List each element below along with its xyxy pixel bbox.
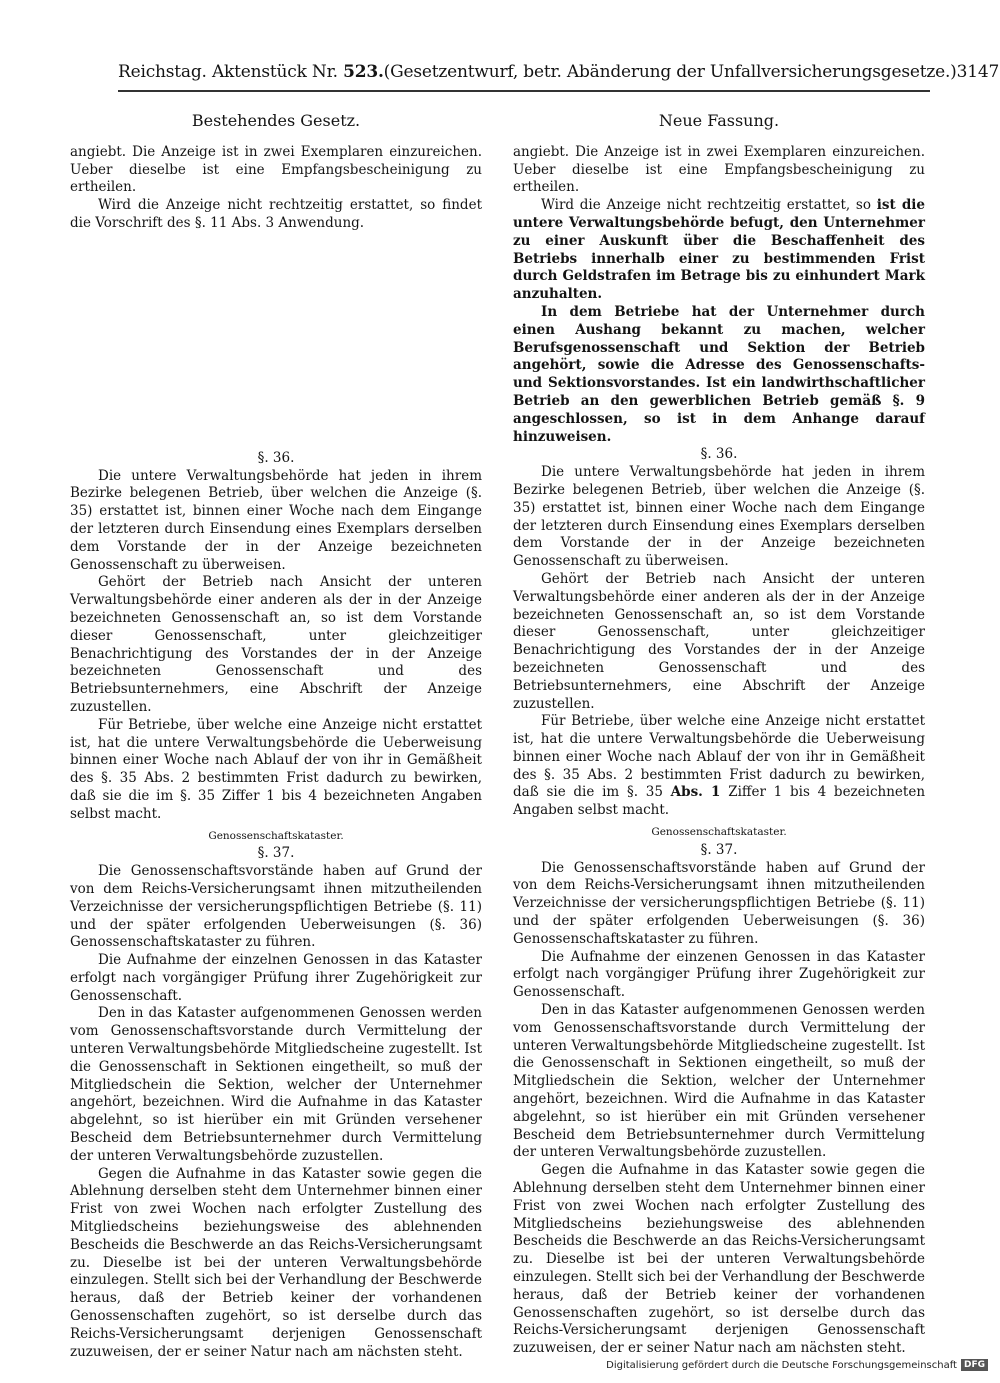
page-number: 3147 <box>956 62 1000 82</box>
paragraph: Den in das Kataster aufgenommenen Genossen werden vom Genossenschaftsvorstande durch Vermittelung der unteren Verwaltungsbehörde Mitgliedscheine zugestellt. Ist die Genossenschaft in Sektionen eingetheilt, so muß der Mitgliedschein die Sektion, welcher der Unternehmer angehört, bezeichnen. Wird die Aufnahme in das Kataster abgelehnt, so ist hierüber ein mit Gründen versehener Bescheid dem Betriebsunternehmer durch Vermittelung der unteren Verwaltungsbehörde zuzustellen. <box>70 1005 482 1164</box>
footer <box>600 1359 988 1371</box>
bold-text-run: ist die untere Verwaltungsbehörde befugt, den Unternehmer zu einer Auskunft über die Beschaffenheit des Betriebs innerhalb einer zu bestimmenden Frist durch Geldstrafen im Betrage bis zu einhundert Mark anzuhalten. <box>513 197 925 303</box>
header-left <box>118 62 384 82</box>
text-run: Wird die Anzeige nicht rechtzeitig erstattet, so <box>541 197 871 214</box>
paragraph: Die untere Verwaltungsbehörde hat jeden in ihrem Bezirke belegenen Betrieb, über welchen die Anzeige (§. 35) erstattet ist, binnen einer Woche nach dem Eingange der letzteren durch Einsendung eines Exemplars derselben dem Vorstande der in der Anzeige bezeichneten Genossenschaft zu überweisen. <box>513 464 925 570</box>
header-rule <box>118 90 930 92</box>
column-title-left: Bestehendes Gesetz. <box>191 111 361 130</box>
text-run: Für Betriebe, über welche eine Anzeige nicht erstattet ist, hat die untere Verwaltungsbehörde die Ueberweisung binnen einer Woche nach Ablauf der von ihr in Gemäßheit des §. 35 Abs. 2 bestimmten Frist dadurch zu bewirken, daß sie die im §. 35 <box>513 713 925 801</box>
header-title: Reichstag. Aktenstück Nr. <box>118 62 338 82</box>
subheading: Genossenschaftskataster. <box>208 829 344 842</box>
paragraph: Die Aufnahme der einzenen Genossen in das Kataster erfolgt nach vorgängiger Prüfung ihrer Zugehörigkeit zur Genossenschaft. <box>513 948 925 1001</box>
dfg-logo-icon: DFG <box>961 1359 988 1371</box>
paragraph: angiebt. Die Anzeige ist in zwei Exemplaren einzureichen. Ueber dieselbe ist eine Empfangsbescheinigung zu ertheilen. <box>70 143 482 196</box>
bold-paragraph: In dem Betriebe hat der Unternehmer durch einen Aushang bekannt zu machen, welcher Berufsgenossenschaft und Sektion der Betrieb angehört, sowie die Adresse des Genossenschafts- und Sektionsvorstandes. Ist ein landwirthschaftlicher Betrieb an den gewerblichen Betrieb gemäß §. 9 angeschlossen, so ist in dem Anhange darauf hinzuweisen. <box>513 303 925 445</box>
blank-space <box>70 233 482 450</box>
header-subject: (Gesetzentwurf, betr. Abänderung der Unfallversicherungsgesetze.) <box>383 62 957 82</box>
section-heading-36: §. 36. <box>700 446 738 463</box>
bold-text-run: Abs. 1 <box>670 784 721 801</box>
text-run: Ziffer 1 bis 4 bezeichneten Angaben selbst macht. <box>513 784 926 819</box>
column-title-right: Neue Fassung. <box>658 111 780 130</box>
footer-text: Digitalisierung gefördert durch die Deutsche Forschungsgemeinschaft <box>606 1359 957 1371</box>
paragraph: Gegen die Aufnahme in das Kataster sowie gegen die Ablehnung derselben steht dem Unternehmer binnen einer Frist von zwei Wochen nach erfolgter Zustellung des Mitgliedscheins beziehungsweise des ablehnenden Bescheids die Beschwerde an das Reichs-Versicherungsamt zu. Dieselbe ist bei der unteren Verwaltungsbehörde einzulegen. Stellt sich bei der Verhandlung der Beschwerde heraus, daß der Betrieb keiner der vorhandenen Genossenschaften zugehört, so ist derselbe durch das Reichs-Versicherungsamt derjenigen Genossenschaft zuzuweisen, der er seiner Natur nach am nächsten steht. <box>70 1165 482 1360</box>
section-heading-37: §. 37. <box>257 845 295 862</box>
paragraph <box>513 197 925 304</box>
paragraph: Gegen die Aufnahme in das Kataster sowie gegen die Ablehnung derselben steht dem Unternehmer binnen einer Frist von zwei Wochen nach erfolgter Zustellung des Mitgliedscheins beziehungsweise des ablehnenden Bescheids die Beschwerde an das Reichs-Versicherungsamt zu. Dieselbe ist bei der unteren Verwaltungsbehörde einzulegen. Stellt sich bei der Verhandlung der Beschwerde heraus, daß der Betrieb keiner der vorhandenen Genossenschaften zugehört, so ist derselbe durch das Reichs-Versicherungsamt derjenigen Genossenschaft zuzuweisen, der er seiner Natur nach am nächsten steht. <box>513 1162 925 1357</box>
paragraph: Wird die Anzeige nicht rechtzeitig erstattet, so findet die Vorschrift des §. 11 Abs. 3 Anwendung. <box>70 197 482 231</box>
paragraph: Die Genossenschaftsvorstände haben auf Grund der von dem Reichs-Versicherungsamt ihnen mitzutheilenden Verzeichnisse der versicherungspflichtigen Betriebe (§. 11) und der später erfolgenden Ueberweisungen (§. 36) Genossenschaftskataster zu führen. <box>513 859 925 947</box>
paragraph <box>513 713 925 820</box>
paragraph: Für Betriebe, über welche eine Anzeige nicht erstattet ist, hat die untere Verwaltungsbehörde die Ueberweisung binnen einer Woche nach Ablauf der von ihr in Gemäßheit des §. 35 Abs. 2 bestimmten Frist dadurch zu bewirken, daß sie die im §. 35 Ziffer 1 bis 4 bezeichneten Angaben selbst macht. <box>70 716 482 822</box>
document-number: 523. <box>343 62 384 82</box>
column-new-version <box>513 110 925 1358</box>
paragraph: Den in das Kataster aufgenommenen Genossen werden vom Genossenschaftsvorstande durch Vermittelung der unteren Verwaltungsbehörde Mitgliedscheine zugestellt. Ist die Genossenschaft in Sektionen eingetheilt, so muß der Mitgliedschein die Sektion, welcher der Unternehmer angehört, bezeichnen. Wird die Aufnahme in das Kataster abgelehnt, so ist hierüber ein mit Gründen versehener Bescheid dem Betriebsunternehmer durch Vermittelung der unteren Verwaltungsbehörde zuzustellen. <box>513 1002 925 1161</box>
column-existing-law <box>70 110 482 1361</box>
paragraph: Die Genossenschaftsvorstände haben auf Grund der von dem Reichs-Versicherungsamt ihnen mitzutheilenden Verzeichnisse der versicherungspflichtigen Betriebe (§. 11) und der später erfolgenden Ueberweisungen (§. 36) Genossenschaftskataster zu führen. <box>70 863 482 951</box>
section-heading-36: §. 36. <box>257 449 295 466</box>
paragraph: Die untere Verwaltungsbehörde hat jeden in ihrem Bezirke belegenen Betrieb, über welchen die Anzeige (§. 35) erstattet ist, binnen einer Woche nach dem Eingange der letzteren durch Einsendung eines Exemplars derselben dem Vorstande der in der Anzeige bezeichneten Genossenschaft zu überweisen. <box>70 467 482 573</box>
section-heading-37: §. 37. <box>700 841 738 858</box>
paragraph: angiebt. Die Anzeige ist in zwei Exemplaren einzureichen. Ueber dieselbe ist eine Empfangsbescheinigung zu ertheilen. <box>513 143 925 196</box>
paragraph: Die Aufnahme der einzelnen Genossen in das Kataster erfolgt nach vorgängiger Prüfung ihrer Zugehörigkeit zur Genossenschaft. <box>70 952 482 1004</box>
subheading: Genossenschaftskataster. <box>651 826 787 839</box>
paragraph: Gehört der Betrieb nach Ansicht der unteren Verwaltungsbehörde einer anderen als der in der Anzeige bezeichneten Genossenschaft an, so ist dem Vorstande dieser Genossenschaft, unter gleichzeitiger Benachrichtigung des Vorstandes der in der Anzeige bezeichneten Genossenschaft und des Betriebsunternehmers, eine Abschrift der Anzeige zuzustellen. <box>70 574 482 715</box>
page-header <box>118 62 1000 82</box>
paragraph: Gehört der Betrieb nach Ansicht der unteren Verwaltungsbehörde einer anderen als der in der Anzeige bezeichneten Genossenschaft an, so ist dem Vorstande dieser Genossenschaft, unter gleichzeitiger Benachrichtigung des Vorstandes der in der Anzeige bezeichneten Genossenschaft und des Betriebsunternehmers, eine Abschrift der Anzeige zuzustellen. <box>513 570 925 712</box>
